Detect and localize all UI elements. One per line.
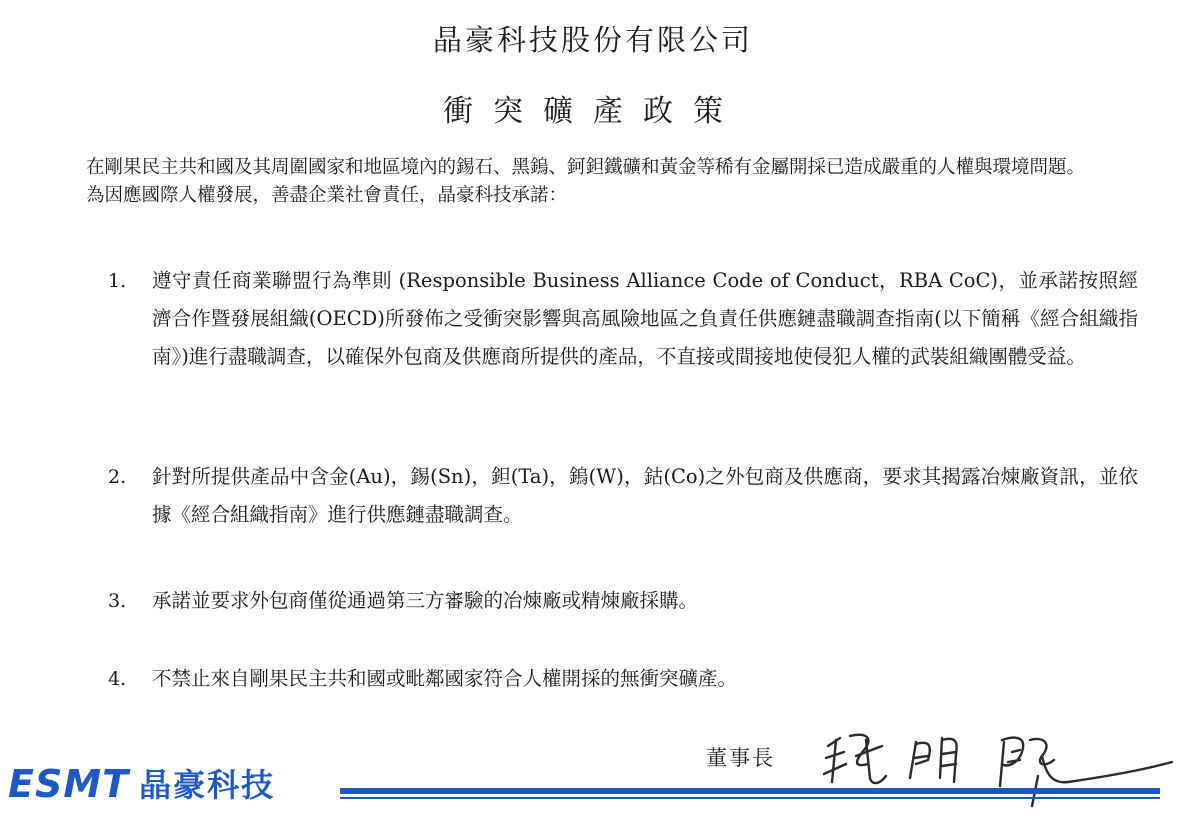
commitment-text: 承諾並要求外包商僅從通過第三方審驗的冶煉廠或精煉廠採購。 [152, 589, 699, 612]
logo-zh: 晶豪科技 [139, 766, 276, 804]
commitment-text: 不禁止來自剛果民主共和國或毗鄰國家符合人權開採的無衝突礦產。 [152, 667, 738, 690]
handwritten-signature [806, 716, 1176, 808]
commitment-text: 針對所提供產品中含金(Au)，錫(Sn)，鉭(Ta)，鎢(W)，鈷(Co)之外包商及供應商，要求其揭露冶煉廠資訊，並依據《經合組織指南》進行供應鏈盡職調查。 [152, 465, 1138, 526]
commitment-number: 1. [108, 270, 127, 292]
footer-rule-thin [340, 797, 1160, 799]
company-name: 晶豪科技股份有限公司 [432, 23, 753, 57]
commitment-number: 2. [108, 466, 127, 488]
intro [86, 154, 1126, 210]
signature-label: 董事長 [706, 746, 775, 770]
footer-rule [340, 788, 1160, 794]
commitment-text: 遵守責任商業聯盟行為準則 (Responsible Business Alliance Code of Conduct，RBA CoC)，並承諾按照經濟合作暨發展組織(OECD)所發佈之受衝突影響與高風險地區之負責任供應鏈盡職調查指南(以下簡稱《經合組織指南》)進行盡職調查，以確保外包商及供應商所提供的產品，不直接或間接地使侵犯人權的武裝組織團體受益。 [152, 269, 1138, 368]
logo-en: ESMT [8, 762, 130, 806]
commitment-number: 4. [108, 668, 127, 690]
intro-paragraph-1: 在剛果民主共和國及其周圍國家和地區境內的錫石、黑鎢、鈳鉭鐵礦和黃金等稀有金屬開採已造成嚴重的人權與環境問題。 [86, 157, 1086, 178]
document-title: 衝突礦產政策 [443, 94, 743, 129]
company-logo [8, 756, 275, 806]
intro-paragraph-2: 為因應國際人權發展，善盡企業社會責任，晶豪科技承諾： [86, 185, 568, 206]
commitment-number: 3. [108, 590, 127, 612]
